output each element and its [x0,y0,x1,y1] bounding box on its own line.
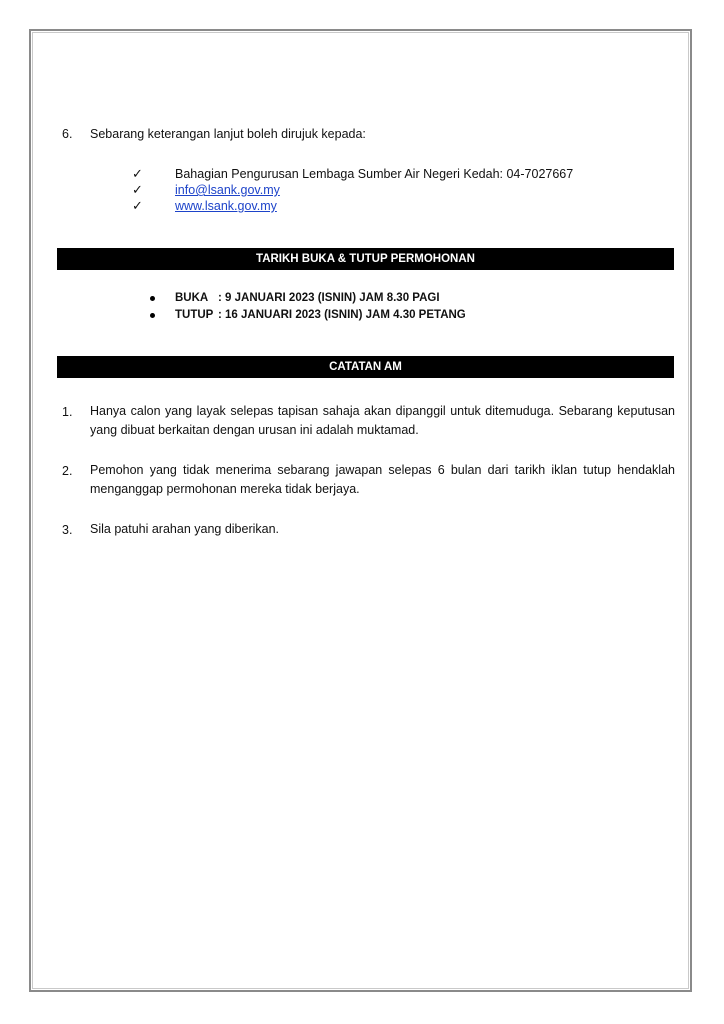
note-text: Sila patuhi arahan yang diberikan. [90,522,280,536]
section-6-intro: Sebarang keterangan lanjut boleh dirujuk kepada: [90,127,366,141]
section-6-number: 6. [62,127,73,141]
open-date-value: : 9 JANUARI 2023 (ISNIN) JAM 8.30 PAGI [218,292,440,304]
close-date-label: TUTUP [175,309,214,321]
note-number: 3. [62,523,73,537]
note-text: Pemohon yang tidak menerima sebarang jawapan selepas 6 bulan dari tarikh iklan tutup hendaklah menganggap permohonan mereka tidak berjaya. [90,463,675,496]
notes-section-heading: CATATAN AM [57,356,674,378]
close-date-value: : 16 JANUARI 2023 (ISNIN) JAM 4.30 PETANG [218,309,466,321]
note-text: Hanya calon yang layak selepas tapisan sahaja akan dipanggil untuk ditemuduga. Sebarang keputusan yang dibuat berkaitan dengan urusan ini adalah muktamad. [90,404,675,437]
note-number: 1. [62,405,73,419]
contact-email-link[interactable]: info@lsank.gov.my [175,183,280,197]
check-mark-icon: ✓ [132,166,143,181]
check-mark-icon: ✓ [132,182,143,197]
contact-website-link[interactable]: www.lsank.gov.my [175,199,277,213]
dates-section-heading: TARIKH BUKA & TUTUP PERMOHONAN [57,248,674,270]
contact-phone: Bahagian Pengurusan Lembaga Sumber Air Negeri Kedah: 04-7027667 [175,167,574,181]
check-mark-icon: ✓ [132,198,143,213]
note-number: 2. [62,464,73,478]
bullet-icon [150,296,155,301]
bullet-icon [150,313,155,318]
open-date-label: BUKA [175,292,209,304]
